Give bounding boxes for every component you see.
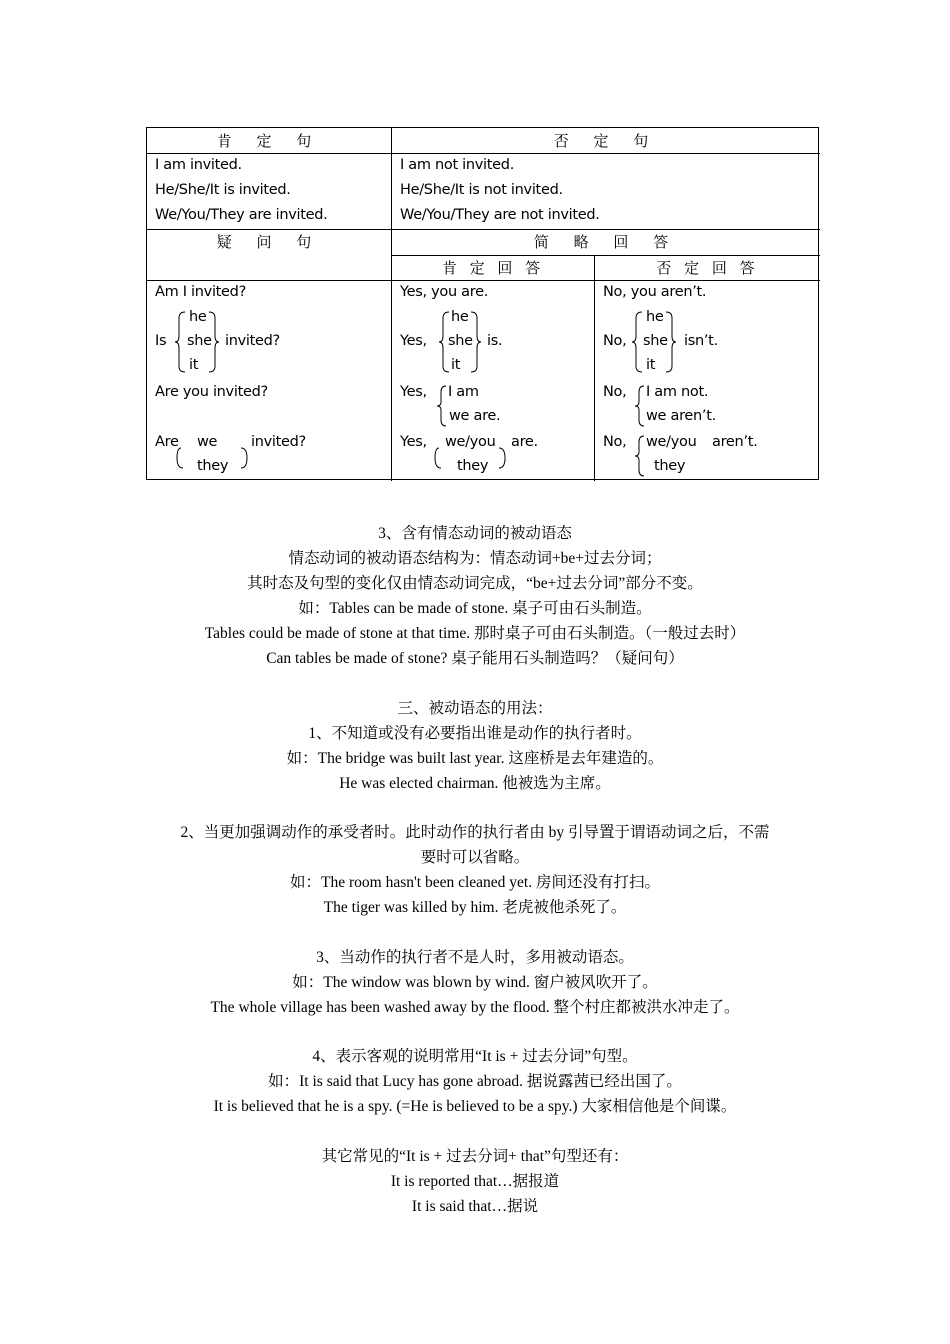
question-4-pronoun-they: they xyxy=(197,458,229,474)
example-line: 如：Tables can be made of stone. 桌子可由石头制造。 xyxy=(298,600,652,617)
yes-answer-2-pronoun-she: she xyxy=(448,333,473,349)
affirmative-1: I am invited. xyxy=(155,157,242,173)
usage-point-4: 4、表示客观的说明常用“It is + 过去分词”句型。 xyxy=(312,1048,638,1065)
question-2-suffix: invited? xyxy=(225,333,280,349)
no-answer-3-line-2: we aren’t. xyxy=(646,408,716,424)
question-2-prefix: Is xyxy=(155,333,167,349)
usage-point-2: 2、当更加强调动作的承受者时。此时动作的执行者由 by 引导置于谓语动词之后，不需 xyxy=(180,824,770,841)
example-line: Tables could be made of stone at that time. 那时桌子可由石头制造。（一般过去时） xyxy=(204,625,746,642)
yes-answer-4-suffix: are. xyxy=(511,434,538,450)
affirmative-3: We/You/They are invited. xyxy=(155,207,328,223)
no-answer-4-suffix: aren’t. xyxy=(712,434,758,450)
text-line: 情态动词的被动语态结构为：情态动词+be+过去分词； xyxy=(288,550,662,567)
pattern-line: It is reported that…据报道 xyxy=(390,1173,560,1190)
question-1: Am I invited? xyxy=(155,284,246,300)
no-answer-4-pronoun-they: they xyxy=(654,458,686,474)
header-short-yes: 肯 定 回 答 xyxy=(441,259,545,277)
yes-answer-2-pronoun-he: he xyxy=(451,309,469,325)
no-answer-2-pronoun-he: he xyxy=(646,309,664,325)
brace-left-icon xyxy=(175,310,187,374)
header-short-no: 否 定 回 答 xyxy=(656,259,759,277)
negative-2: He/She/It is not invited. xyxy=(400,182,563,198)
section-heading-usage: 三、被动语态的用法： xyxy=(397,700,553,717)
yes-answer-2-pronoun-it: it xyxy=(451,357,461,373)
brace-right-icon xyxy=(664,310,676,374)
example-line: 如：The window was blown by wind. 窗户被风吹开了。 xyxy=(292,974,658,991)
no-answer-3-prefix: No, xyxy=(603,384,627,400)
question-4-prefix: Are xyxy=(155,434,179,450)
no-answer-4-pronoun-weyou: we/you xyxy=(646,434,697,450)
yes-answer-2-suffix: is. xyxy=(487,333,503,349)
brace-left-icon xyxy=(635,434,645,478)
header-short-answer: 简 略 回 答 xyxy=(533,233,679,251)
negative-1: I am not invited. xyxy=(400,157,515,173)
section-heading-modal-passive: 3、含有情态动词的被动语态 xyxy=(378,525,572,542)
no-answer-2-pronoun-she: she xyxy=(643,333,668,349)
question-4-suffix: invited? xyxy=(251,434,306,450)
question-2-pronoun-he: he xyxy=(189,309,207,325)
yes-answer-3-line-1: I am xyxy=(448,384,479,400)
header-interrogative: 疑 问 句 xyxy=(216,233,322,251)
question-2-pronoun-she: she xyxy=(187,333,212,349)
other-patterns-heading: 其它常见的“It is + 过去分词+ that”句型还有： xyxy=(321,1148,629,1165)
yes-answer-2-prefix: Yes, xyxy=(400,333,427,349)
example-line: 如：The room hasn't been cleaned yet. 房间还没有打扫。 xyxy=(290,874,660,891)
brace-left-icon xyxy=(635,384,645,428)
no-answer-3-line-1: I am not. xyxy=(646,384,709,400)
yes-answer-3-prefix: Yes, xyxy=(400,384,427,400)
no-answer-2-pronoun-it: it xyxy=(646,357,656,373)
header-negative: 否 定 句 xyxy=(553,132,659,150)
no-answer-2-prefix: No, xyxy=(603,333,627,349)
yes-answer-4-prefix: Yes, xyxy=(400,434,427,450)
example-line: It is believed that he is a spy. (=He is believed to be a spy.) 大家相信他是个间谍。 xyxy=(213,1098,737,1115)
usage-point-2-continued: 要时可以省略。 xyxy=(420,849,530,866)
negative-3: We/You/They are not invited. xyxy=(400,207,600,223)
question-2-pronoun-it: it xyxy=(189,357,199,373)
example-line: 如：The bridge was built last year. 这座桥是去年建造的。 xyxy=(286,750,664,767)
no-answer-4-prefix: No, xyxy=(603,434,627,450)
example-line: The whole village has been washed away by the flood. 整个村庄都被洪水冲走了。 xyxy=(210,999,740,1016)
header-affirmative: 肯 定 句 xyxy=(216,132,322,150)
passive-voice-table xyxy=(146,127,819,480)
affirmative-2: He/She/It is invited. xyxy=(155,182,291,198)
no-answer-1: No, you aren’t. xyxy=(603,284,707,300)
question-3: Are you invited? xyxy=(155,384,268,400)
example-line: He was elected chairman. 他被选为主席。 xyxy=(339,775,611,792)
question-4-pronoun-we: we xyxy=(197,434,218,450)
brace-right-icon xyxy=(207,310,219,374)
usage-point-3: 3、当动作的执行者不是人时，多用被动语态。 xyxy=(316,949,634,966)
example-line: The tiger was killed by him. 老虎被他杀死了。 xyxy=(323,899,627,916)
example-line: 如：It is said that Lucy has gone abroad. 据说露茜已经出国了。 xyxy=(268,1073,682,1090)
yes-answer-3-line-2: we are. xyxy=(449,408,501,424)
brace-right-icon xyxy=(469,310,481,374)
example-line: Can tables be made of stone? 桌子能用石头制造吗？（疑问句） xyxy=(266,650,684,667)
no-answer-2-suffix: isn’t. xyxy=(684,333,718,349)
yes-answer-1: Yes, you are. xyxy=(400,284,489,300)
yes-answer-4-pronoun-they: they xyxy=(457,458,489,474)
brace-left-icon xyxy=(437,384,447,428)
pattern-line: It is said that…据说 xyxy=(411,1198,539,1215)
text-line: 其时态及句型的变化仅由情态动词完成，“be+过去分词”部分不变。 xyxy=(247,575,703,592)
yes-answer-4-pronoun-weyou: we/you xyxy=(445,434,496,450)
usage-point-1: 1、不知道或没有必要指出谁是动作的执行者时。 xyxy=(308,725,642,742)
